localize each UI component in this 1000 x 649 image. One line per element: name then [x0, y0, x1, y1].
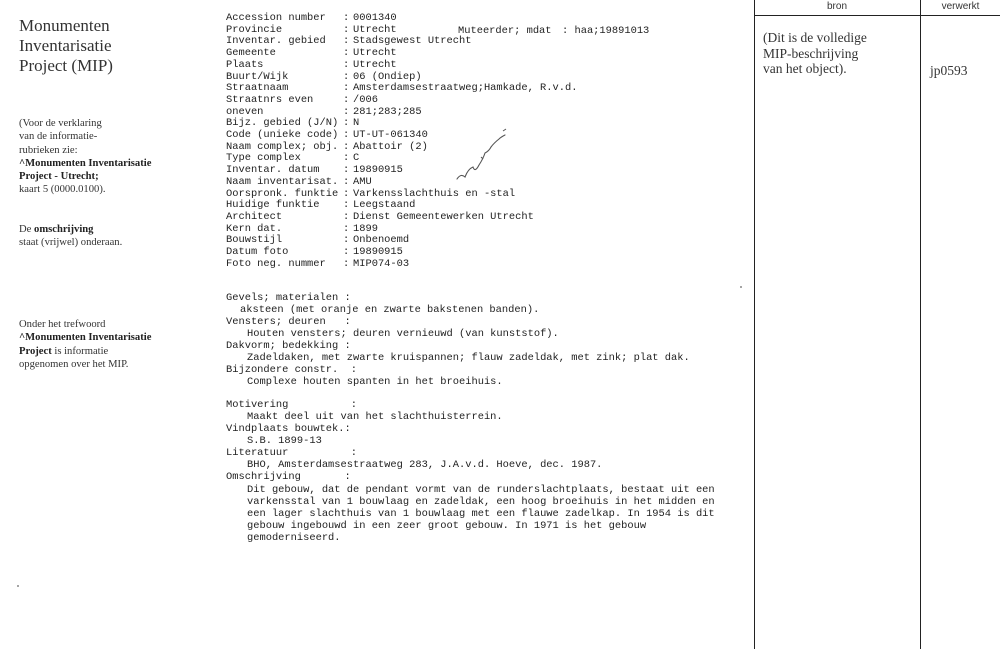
field-label: oneven [226, 105, 264, 118]
field-label: Kern dat. [226, 222, 283, 235]
bron-line: MIP-beschrijving [763, 45, 859, 61]
field-label: Naam inventarisat. [226, 175, 339, 188]
field-label: Bijz. gebied (J/N) [226, 117, 339, 130]
omschrijving-line: een lager slachthuis van 1 bouwlaag met een flauwe zadelkap. In 1954 is dit [247, 508, 715, 520]
field-label: Plaats [226, 58, 264, 71]
field-value: 06 (Ondiep) [353, 70, 422, 83]
note-line: van de informatie- [19, 131, 98, 143]
field-separator: : [343, 47, 350, 60]
field-value: Leegstaand [353, 199, 416, 212]
field-value: 19890915 [353, 246, 403, 258]
field-separator: : [343, 23, 350, 36]
literatuur-heading: Literatuur : [226, 447, 357, 459]
mutation-label: Muteerder; mdat [458, 25, 552, 37]
field-label: Architect [226, 210, 283, 223]
scan-speck [740, 286, 742, 288]
description-note [19, 223, 219, 250]
field-value: 281;283;285 [353, 105, 422, 118]
field-separator: : [343, 152, 350, 165]
omschrijving-line: gebouw ingebouwd in een zeer groot gebouw. In 1971 is het gebouw [247, 520, 647, 532]
note-line: staat (vrijwel) onderaan. [19, 237, 123, 249]
note-bold-reference: Project [19, 345, 52, 357]
omschrijving-heading: Omschrijving : [226, 471, 351, 483]
field-label: Inventar. gebied [226, 35, 326, 48]
vensters-heading: Vensters; deuren : [226, 316, 351, 328]
title-line: Monumenten [19, 16, 110, 35]
note-text: is informatie [51, 345, 109, 357]
field-label: Provincie [226, 23, 283, 36]
note-bold-reference: Project - Utrecht; [19, 171, 99, 183]
field-separator: : [343, 234, 350, 247]
legend-note [19, 117, 219, 197]
bijzondere-text: Complexe houten spanten in het broeihuis. [247, 376, 503, 388]
field-separator: : [343, 210, 350, 223]
field-value: Utrecht [353, 23, 397, 36]
field-label: Code (unieke code) [226, 129, 339, 141]
bron-cell [763, 30, 913, 77]
field-value: UT-UT-061340 [353, 129, 428, 141]
field-value: 1899 [353, 222, 378, 235]
field-value: 19890915 [353, 164, 403, 177]
note-line: Onder het trefwoord [19, 319, 106, 330]
field-separator: : [343, 35, 350, 48]
dakvorm-text: Zadeldaken, met zwarte kruispannen; flauw zadeldak, met zink; plat dak. [247, 352, 690, 364]
handwritten-signature [451, 127, 511, 187]
gevels-text: aksteen (met oranje en zwarte bakstenen banden). [240, 304, 540, 316]
field-separator: : [343, 129, 350, 141]
omschrijving-line: gemoderniseerd. [247, 532, 341, 544]
mutation-value: : haa;19891013 [562, 25, 650, 37]
field-value: Stadsgewest Utrecht [353, 35, 472, 48]
field-value: 0001340 [353, 12, 397, 24]
field-separator: : [343, 222, 350, 235]
motivering-heading: Motivering : [226, 399, 357, 411]
field-label: Inventar. datum [226, 164, 320, 177]
gevels-heading: Gevels; materialen : [226, 292, 351, 304]
scan-speck [17, 585, 19, 587]
left-info-column [19, 16, 204, 76]
note-line: kaart 5 (0000.0100). [19, 184, 106, 196]
field-value: /006 [353, 93, 378, 106]
header-bron: bron [826, 1, 847, 12]
field-separator: : [343, 164, 350, 177]
field-separator: : [343, 257, 350, 270]
field-separator: : [343, 105, 350, 118]
field-separator: : [343, 117, 350, 130]
mip-title [19, 16, 204, 76]
field-separator: : [343, 175, 350, 188]
field-value: Varkensslachthuis en -stal [353, 187, 516, 200]
source-table [754, 0, 1000, 649]
vindplaats-text: S.B. 1899-13 [247, 435, 322, 447]
field-value: Utrecht [353, 47, 397, 60]
note-bold-keyword: omschrijving [34, 224, 94, 235]
field-separator: : [343, 70, 350, 83]
field-label: Oorspronk. funktie [226, 187, 339, 200]
title-line: Project (MIP) [19, 56, 113, 75]
vindplaats-heading: Vindplaats bouwtek.: [226, 423, 351, 435]
field-value: Amsterdamsestraatweg;Hamkade, R.v.d. [353, 82, 578, 95]
note-bold-reference: ^Monumenten Inventarisatie [19, 157, 152, 169]
field-separator: : [343, 199, 350, 212]
field-label: Foto neg. nummer [226, 257, 326, 270]
field-value: C [353, 152, 360, 165]
table-border-left [754, 0, 755, 649]
field-separator: : [343, 93, 350, 106]
field-value: Abattoir (2) [353, 140, 428, 153]
field-value: Utrecht [353, 58, 397, 71]
field-value: MIP074-03 [353, 257, 410, 270]
field-value: Dienst Gemeentewerken Utrecht [353, 210, 534, 223]
bron-line: (Dit is de volledige [763, 30, 867, 45]
field-separator: : [343, 82, 350, 95]
omschrijving-line: Dit gebouw, dat de pendant vormt van de runderslachtplaats, bestaat uit een [247, 484, 715, 496]
field-separator: : [343, 246, 350, 258]
field-label: Type complex [226, 152, 301, 165]
field-separator: : [343, 12, 350, 24]
table-header-divider [754, 15, 1000, 16]
field-value: AMU [353, 175, 372, 188]
note-text: De [19, 224, 35, 235]
field-label: Straatnrs even [226, 93, 314, 106]
field-label: Accession number [226, 12, 326, 24]
field-value: Onbenoemd [353, 234, 410, 247]
note-bold-reference: ^Monumenten Inventarisatie [19, 332, 152, 344]
field-separator: : [343, 58, 350, 71]
note-line: rubrieken zie: [19, 144, 78, 156]
dakvorm-heading: Dakvorm; bedekking : [226, 340, 351, 352]
keyword-note [19, 318, 219, 371]
bijzondere-heading: Bijzondere constr. : [226, 364, 357, 376]
field-label: Datum foto [226, 246, 289, 258]
field-label: Straatnaam [226, 82, 289, 95]
verwerkt-cell: jp0593 [930, 63, 968, 78]
field-value: N [353, 117, 360, 130]
field-separator: : [343, 140, 350, 153]
field-label: Huidige funktie [226, 199, 320, 212]
literatuur-text: BHO, Amsterdamsestraatweg 283, J.A.v.d. Hoeve, dec. 1987. [247, 459, 603, 471]
bron-line: van het object). [763, 61, 847, 76]
table-column-divider [920, 0, 921, 649]
field-label: Buurt/Wijk [226, 70, 289, 83]
vensters-text: Houten vensters; deuren vernieuwd (van kunststof). [247, 328, 559, 340]
field-label: Bouwstijl [226, 234, 283, 247]
header-verwerkt: verwerkt [941, 1, 980, 12]
omschrijving-line: varkensstal van 1 bouwlaag en zadeldak, een hoog broeihuis in het midden en [247, 496, 715, 508]
motivering-text: Maakt deel uit van het slachthuisterrein. [247, 411, 503, 423]
field-label: Naam complex; obj. [226, 140, 339, 153]
field-separator: : [343, 187, 350, 200]
note-line: (Voor de verklaring [19, 118, 102, 129]
note-line: opgenomen over het MIP. [19, 358, 129, 370]
field-label: Gemeente [226, 47, 276, 60]
title-line: Inventarisatie [19, 36, 112, 55]
